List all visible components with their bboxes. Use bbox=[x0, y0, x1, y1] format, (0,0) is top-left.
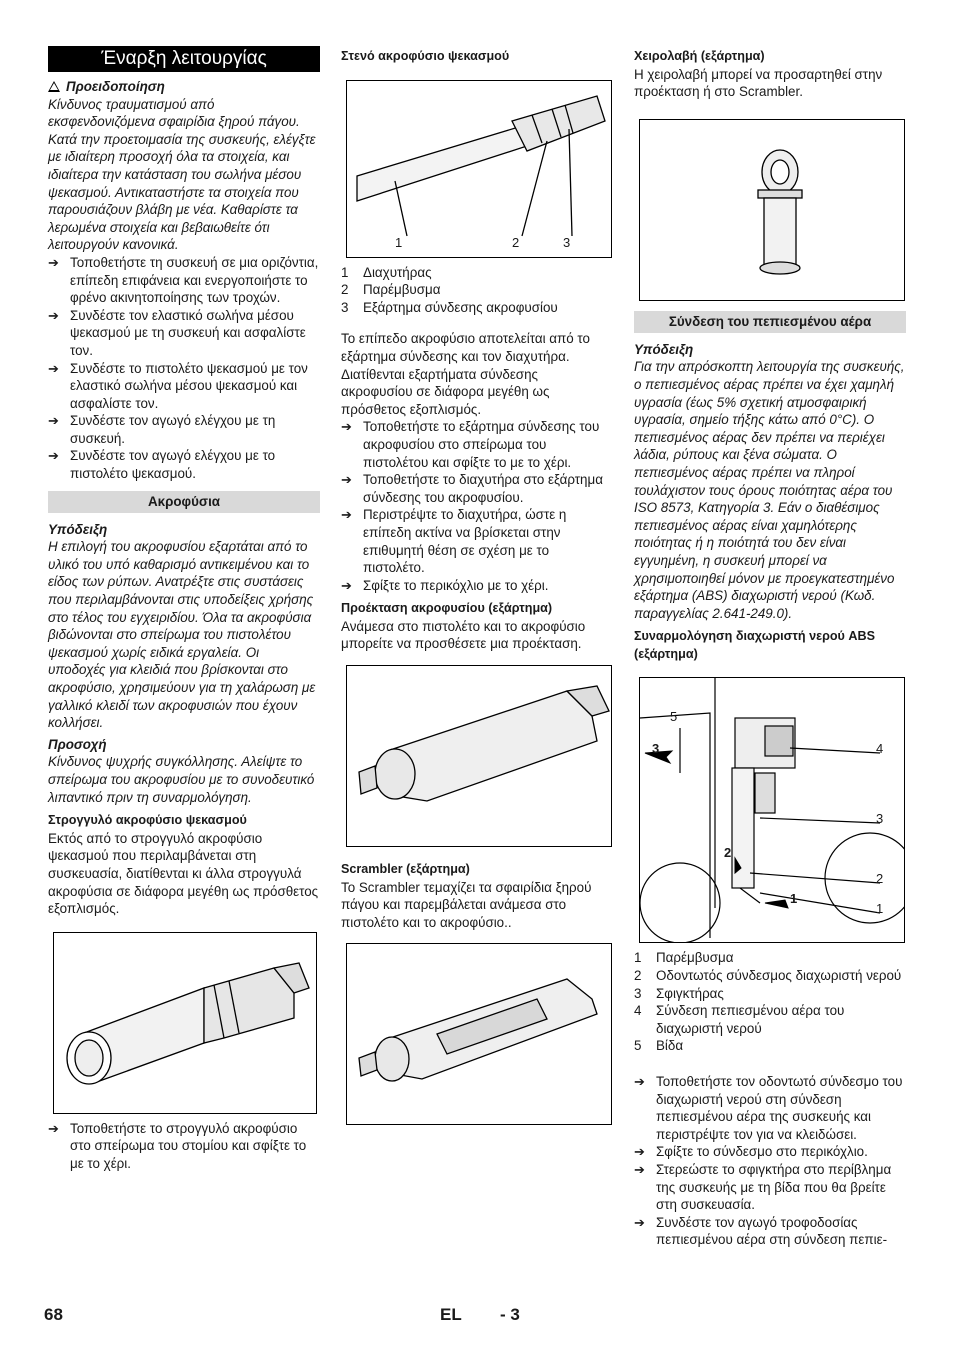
fig-label: 3 bbox=[876, 811, 884, 827]
round-nozzle-text: Εκτός από το στρογγυλό ακροφύσιο ψεκασμού που περιλαμβάνεται στη συσκευασία, διατίθενται κι άλλα στρογγυλά ακροφύσια σε διάφορα μεγέθη ως πρόσθετος εξοπλισμός. bbox=[48, 830, 319, 917]
hint-text: Για την απρόσκοπτη λειτουργία της συσκευής, ο πεπιεσμένος αέρας πρέπει να έχει χαμηλή υγρασία (έως 5% σχετική ατμοσφαιρική υγρασία, σημείο τήξης κάτω από 0°C). Ο πεπιεσμένος αέρας δεν πρέπει να περιέχει λάδια, ρύπους και ξένα σώματα. Ο πεπιεσμένος αέρας πρέπει να πληροί τουλάχιστον τους όρους ποιότητας αέρα του ISO 8573, Κατηγορία 3. Εάν ο διαθέσιμος πεπιεσμένος αέρας είναι χαμηλότερης ποιότητας ή η ποιότητά του δεν είναι εγγυημένη, η συσκευή μπορεί να χρησιμοποιηθεί μόνον με προεγκατεστημένο εξάρτημα (ABS) διαχωριστή νερού (Κωδ. παραγγελίας 2.641-249.0). bbox=[634, 359, 905, 621]
list-item: ➔ Τοποθετήστε το στρογγυλό ακροφύσιο στο σπείρωμα του στομίου και σφίξτε το με το χέρι. bbox=[48, 1120, 320, 1173]
compressed-air-heading: Σύνδεση του πεπιεσμένου αέρα bbox=[634, 311, 906, 333]
column-1 bbox=[48, 44, 320, 1173]
list-item: ➔ Συνδέστε τον αγωγό τροφοδοσίας πεπιεσμένου αέρα στη σύνδεση πεπιε- bbox=[634, 1214, 906, 1249]
handle-text: Η χειρολαβή μπορεί να προσαρτηθεί στην προέκταση ή στο Scrambler. bbox=[634, 66, 883, 100]
fig-label: 5 bbox=[670, 709, 678, 725]
list-item: 1 Διαχυτήρας bbox=[341, 264, 432, 280]
extension-illustration bbox=[347, 666, 611, 846]
list-item: 2 Οδοντωτός σύνδεσμος διαχωριστή νερού bbox=[634, 968, 902, 984]
narrow-nozzle-title: Στενό ακροφύσιο ψεκασμού bbox=[341, 49, 510, 63]
round-nozzle-title: Στρογγυλό ακροφύσιο ψεκασμού bbox=[48, 813, 247, 828]
narrow-nozzle-text: Το επίπεδο ακροφύσιο αποτελείται από το εξάρτημα σύνδεσης και τον διαχυτήρα. Διατίθενται εξαρτήματα σύνδεσης ακροφυσίου σε διάφορα μεγέθη ως πρόσθετος εξοπλισμός. bbox=[341, 331, 590, 417]
list-item: ➔ Τοποθετήστε το διαχυτήρα στο εξάρτημα σύνδεσης του ακροφυσίου. bbox=[341, 471, 613, 506]
hint-title: Υπόδειξη bbox=[48, 521, 108, 537]
warning-icon bbox=[48, 81, 60, 92]
warning-heading bbox=[48, 78, 320, 96]
caution-title: Προσοχή bbox=[48, 736, 107, 752]
nozzles-heading: Ακροφύσια bbox=[48, 491, 320, 513]
handle-figure bbox=[639, 119, 905, 301]
round-nozzle-steps bbox=[48, 1120, 320, 1173]
extension-text: Ανάμεσα στο πιστολέτο και το ακροφύσιο μπορείτε να προσθέσετε μια προέκταση. bbox=[341, 618, 586, 652]
list-item: ➔ Σφίξτε το σύνδεσμο στο περικόχλιο. bbox=[634, 1143, 906, 1161]
list-item: 1 Παρέμβυσμα bbox=[634, 950, 734, 966]
round-nozzle-illustration bbox=[54, 933, 316, 1113]
list-item: ➔ Σφίξτε το περικόχλιο με το χέρι. bbox=[341, 577, 613, 595]
list-item: ➔ Συνδέστε τον ελαστικό σωλήνα μέσου ψεκασμού με τη συσκευή και ασφαλίστε τον. bbox=[48, 307, 320, 360]
start-steps bbox=[48, 254, 320, 483]
list-item: ➔ Συνδέστε το πιστολέτο ψεκασμού με τον ελαστικό σωλήνα μέσου ψεκασμού και ασφαλίστε τον. bbox=[48, 360, 320, 413]
page-subnumber: - 3 bbox=[500, 1305, 520, 1324]
fig-label: 1 bbox=[395, 234, 403, 250]
narrow-nozzle-legend bbox=[341, 264, 613, 317]
list-item: ➔ Τοποθετήστε τη συσκευή σε μια οριζόντια, επίπεδη επιφάνεια και ενεργοποιήστε το φρένο ακινητοποίησης των τροχών. bbox=[48, 254, 320, 307]
fig-label: 2 bbox=[876, 871, 884, 887]
fig-label: 2 bbox=[512, 234, 520, 250]
round-nozzle-figure bbox=[53, 932, 317, 1114]
language-code: EL bbox=[440, 1305, 462, 1324]
hint-title: Υπόδειξη bbox=[634, 341, 694, 357]
list-item: 3 Σφιγκτήρας bbox=[634, 985, 724, 1001]
scrambler-figure bbox=[346, 943, 612, 1125]
extension-title: Προέκταση ακροφυσίου (εξάρτημα) bbox=[341, 601, 553, 616]
list-item: 2 Παρέμβυσμα bbox=[341, 282, 441, 298]
narrow-nozzle-steps bbox=[341, 418, 613, 594]
page-number: 68 bbox=[44, 1305, 63, 1324]
hint-text: Η επιλογή του ακροφυσίου εξαρτάται από το υλικό του υπό καθαρισμό αντικειμένου και το είδος των ρύπων. Ανατρέξτε στις συστάσεις που περιλαμβάνονται στις υποδείξεις χρήσης στο τέλος του εγχειριδίου. Όλα τα ακροφύσια βιδώνονται στο σπείρωμα του πιστολέτου ψεκασμού χωρίς ειδικά εργαλεία. Οι υποδοχές για κλειδιά που βρίσκονται στο ακροφύσιο, χρησιμεύουν για τη χαλάρωση με γαλλικό κλειδί των ακροφυσιών που έχουν κολλήσει. bbox=[48, 539, 316, 731]
list-item: 5 Βίδα bbox=[634, 1038, 684, 1054]
step-label: 2 bbox=[724, 845, 732, 861]
list-item: ➔ Τοποθετήστε τον οδοντωτό σύνδεσμο του διαχωριστή νερού στη σύνδεση πεπιεσμένου αέρα της συσκευής και περιστρέψτε τον για να κλειδώσει. bbox=[634, 1073, 906, 1143]
handle-title: Χειρολαβή (εξάρτημα) bbox=[634, 49, 765, 63]
abs-legend bbox=[634, 949, 906, 1055]
list-item: ➔ Συνδέστε τον αγωγό ελέγχου με τη συσκευή. bbox=[48, 412, 320, 447]
narrow-nozzle-illustration bbox=[347, 81, 611, 257]
warning-title: Προειδοποίηση bbox=[66, 79, 165, 94]
abs-figure bbox=[639, 677, 905, 943]
abs-title: Συναρμολόγηση διαχωριστή νερού ABS (εξάρτημα) bbox=[634, 629, 875, 661]
handle-illustration bbox=[640, 120, 904, 300]
list-item: ➔ Στερεώστε το σφιγκτήρα στο περίβλημα της συσκευής με τη βίδα που θα βρείτε στη συσκευασία. bbox=[634, 1161, 906, 1214]
column-2 bbox=[341, 44, 613, 1131]
list-item: ➔ Τοποθετήστε το εξάρτημα σύνδεσης του ακροφυσίου στο σπείρωμα του πιστολέτου και σφίξτε το με το χέρι. bbox=[341, 418, 613, 471]
narrow-nozzle-figure bbox=[346, 80, 612, 258]
list-item: 4 Σύνδεση πεπιεσμένου αέρα του διαχωριστή νερού bbox=[634, 1003, 845, 1036]
scrambler-title: Scrambler (εξάρτημα) bbox=[341, 862, 470, 877]
list-item: 3 Εξάρτημα σύνδεσης ακροφυσίου bbox=[341, 299, 558, 315]
column-3 bbox=[634, 44, 906, 1249]
list-item: ➔ Περιστρέψτε το διαχυτήρα, ώστε η επίπεδη ακτίνα να βρίσκεται στην επιθυμητή θέση σε σχέση με το πιστολέτο. bbox=[341, 506, 613, 576]
fig-label: 3 bbox=[563, 234, 571, 250]
caution-text: Κίνδυνος ψυχρής συγκόλλησης. Αλείψτε το σπείρωμα του ακροφυσίου με το συνοδευτικό λιπαντικό πριν τη συναρμολόγηση. bbox=[48, 754, 315, 805]
extension-figure bbox=[346, 665, 612, 847]
abs-illustration bbox=[640, 678, 904, 942]
section-title: Έναρξη λειτουργίας bbox=[48, 46, 320, 72]
warning-text: Κίνδυνος τραυματισμού από εκσφενδονιζόμενα σφαιρίδια ξηρού πάγου. Κατά την προετοιμασία της συσκευής, ελέγξτε με ιδιαίτερη προσοχή όλα τα στοιχεία, και ιδιαίτερα την κατάσταση του σωλήνα μέσου ψεκασμού. Αντικαταστήστε τα στοιχεία που παρουσιάζουν βλάβη με νέα. Καθαρίστε τα λερωμένα στοιχεία και βεβαιωθείτε ότι λειτουργούν κανονικά. bbox=[48, 96, 316, 253]
list-item: ➔ Συνδέστε τον αγωγό ελέγχου με το πιστολέτο ψεκασμού. bbox=[48, 447, 320, 482]
step-label: 3 bbox=[652, 741, 660, 757]
scrambler-illustration bbox=[347, 944, 611, 1124]
abs-steps bbox=[634, 1073, 906, 1249]
fig-label: 1 bbox=[876, 901, 884, 917]
step-label: 1 bbox=[790, 891, 798, 907]
fig-label: 4 bbox=[876, 741, 884, 757]
scrambler-text: Το Scrambler τεμαχίζει τα σφαιρίδια ξηρού πάγου και παρεμβάλεται ανάμεσα στο πιστολέτο και το ακροφύσιο.. bbox=[341, 879, 592, 930]
